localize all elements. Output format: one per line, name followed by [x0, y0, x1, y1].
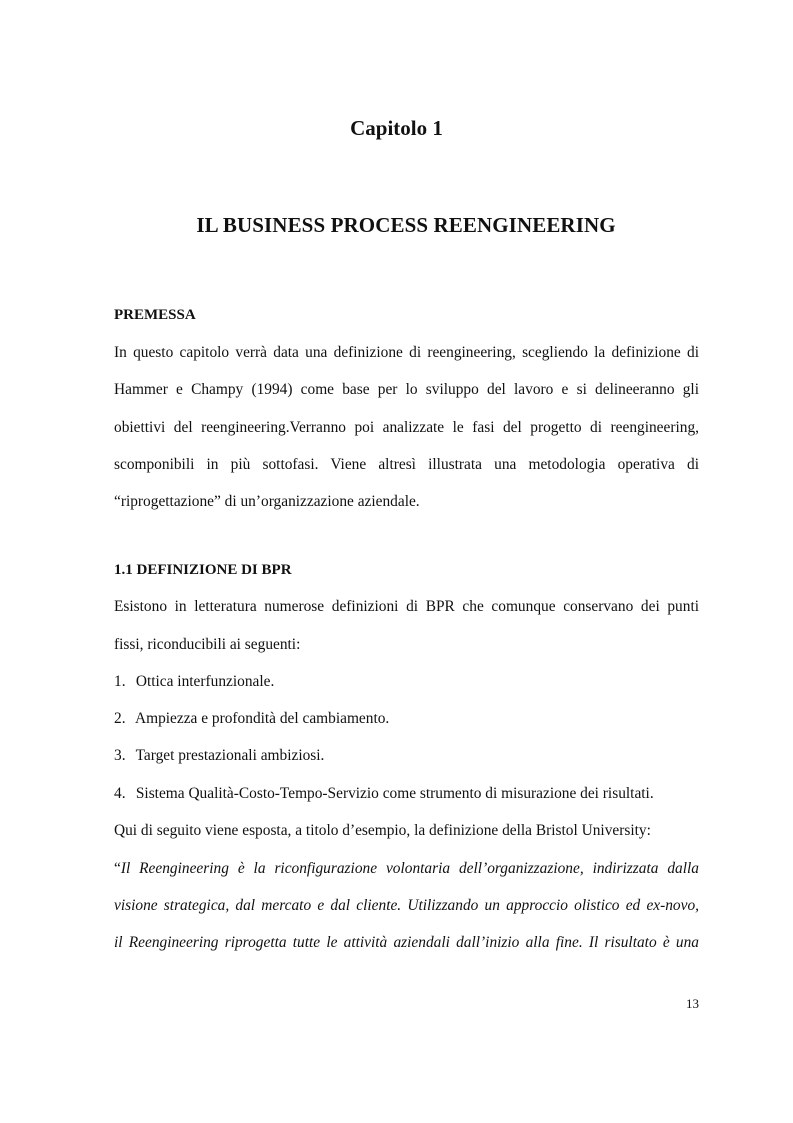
section-intro-line: Esistono in letteratura numerose definizioni di BPR che comunque conservano dei punti [114, 598, 699, 615]
premessa-line: “riprogettazione” di un’organizzazione aziendale. [114, 493, 420, 510]
list-item [114, 709, 389, 729]
quote-line: il Reengineering riprogetta tutte le attività aziendali dall’inizio alla fine. Il risultato è una [114, 934, 699, 951]
list-item-text: Ampiezza e profondità del cambiamento. [135, 710, 390, 727]
list-item [114, 746, 324, 766]
premessa-line: obiettivi del reengineering.Verranno poi analizzate le fasi del progetto di reengineering, [114, 419, 699, 436]
quote-open-mark: “ [114, 860, 121, 877]
premessa-line: scomponibili in più sottofasi. Viene altresì illustrata una metodologia operativa di [114, 456, 699, 473]
premessa-line: Hammer e Champy (1994) come base per lo sviluppo del lavoro e si delineeranno gli [114, 381, 699, 398]
quote-text: Il Reengineering è la riconfigurazione volontaria dell’organizzazione, indirizzata dalla [120, 860, 699, 877]
quote-line [114, 859, 699, 879]
list-item-number: 4. [114, 785, 126, 802]
premessa-line: In questo capitolo verrà data una definizione di reengineering, scegliendo la definizione di [114, 344, 699, 361]
quote-line: visione strategica, dal mercato e dal cliente. Utilizzando un approccio olistico ed ex-novo, [114, 897, 699, 914]
list-item-text: Target prestazionali ambiziosi. [135, 747, 325, 764]
section-intro-line: fissi, riconducibili ai seguenti: [114, 636, 301, 653]
list-item-number: 1. [114, 673, 126, 690]
chapter-label: Capitolo 1 [350, 116, 443, 140]
list-item [114, 672, 274, 692]
chapter-title: IL BUSINESS PROCESS REENGINEERING [196, 213, 616, 237]
page-number: 13 [686, 996, 699, 1011]
list-item-number: 2. [114, 710, 126, 727]
list-item-text: Ottica interfunzionale. [135, 673, 275, 690]
list-item-number: 3. [114, 747, 126, 764]
list-item-text: Sistema Qualità-Costo-Tempo-Servizio come strumento di misurazione dei risultati. [135, 785, 654, 802]
example-intro: Qui di seguito viene esposta, a titolo d’esempio, la definizione della Bristol University: [114, 822, 651, 839]
section-heading: 1.1 DEFINIZIONE DI BPR [114, 562, 292, 578]
premessa-heading: PREMESSA [114, 307, 196, 323]
list-item [114, 784, 654, 804]
